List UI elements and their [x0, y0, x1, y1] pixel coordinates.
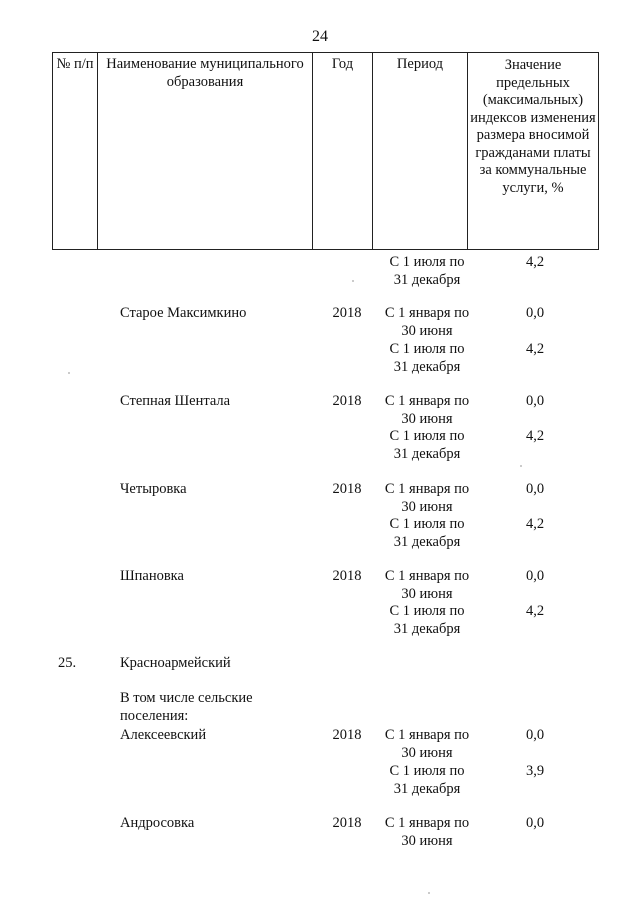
district-name: Красноармейский	[120, 655, 231, 671]
value-cell: 4,2	[525, 516, 545, 532]
value-cell: 4,2	[525, 428, 545, 444]
year-cell: 2018	[332, 393, 362, 409]
value-cell: 4,2	[525, 341, 545, 357]
header-year: Год	[313, 53, 373, 249]
scan-speck	[520, 465, 522, 467]
year-cell: 2018	[332, 815, 362, 831]
period-cell: С 1 июля по 31 декабря	[389, 763, 465, 797]
year-cell: 2018	[332, 568, 362, 584]
period-cell: С 1 января по 30 июня	[384, 815, 470, 849]
settlement-name: Старое Максимкино	[120, 305, 247, 321]
scan-speck	[68, 372, 70, 374]
scan-speck	[352, 280, 354, 282]
year-cell: 2018	[332, 305, 362, 321]
period-cell: С 1 января по 30 июня	[384, 727, 470, 761]
value-cell: 0,0	[525, 815, 545, 831]
value-cell: 0,0	[525, 305, 545, 321]
subsection-label: В том числе сельские поселения:	[120, 690, 253, 724]
header-value: Значение предельных (максимальных) индексов изменения размера вносимой гражданами платы за коммунальные услуги, %	[470, 57, 596, 196]
period-cell: С 1 января по 30 июня	[384, 481, 470, 515]
settlement-name: Алексеевский	[120, 727, 207, 743]
period-cell: С 1 января по 30 июня	[384, 305, 470, 339]
header-name: Наименование муниципального образования	[98, 53, 313, 249]
value-cell: 0,0	[525, 727, 545, 743]
period-cell: С 1 января по 30 июня	[384, 568, 470, 602]
year-cell: 2018	[332, 727, 362, 743]
year-cell: 2018	[332, 481, 362, 497]
settlement-name: Шпановка	[120, 568, 184, 584]
page-number: 24	[312, 28, 328, 45]
period-cell: С 1 января по 30 июня	[384, 393, 470, 427]
table-header	[52, 52, 599, 250]
settlement-name: Степная Шентала	[120, 393, 231, 409]
settlement-name: Андросовка	[120, 815, 195, 831]
value-cell: 0,0	[525, 568, 545, 584]
value-cell: 0,0	[525, 481, 545, 497]
value-cell: 4,2	[525, 254, 545, 270]
period-cell: С 1 июля по 31 декабря	[389, 254, 465, 288]
period-cell: С 1 июля по 31 декабря	[389, 603, 465, 637]
header-num: № п/п	[53, 53, 98, 249]
value-cell: 4,2	[525, 603, 545, 619]
header-period: Период	[373, 53, 468, 249]
value-cell: 0,0	[525, 393, 545, 409]
scan-speck	[428, 892, 430, 894]
period-cell: С 1 июля по 31 декабря	[389, 428, 465, 462]
value-cell: 3,9	[525, 763, 545, 779]
settlement-name: Четыровка	[120, 481, 187, 497]
period-cell: С 1 июля по 31 декабря	[389, 516, 465, 550]
period-cell: С 1 июля по 31 декабря	[389, 341, 465, 375]
section-number: 25.	[58, 655, 77, 671]
